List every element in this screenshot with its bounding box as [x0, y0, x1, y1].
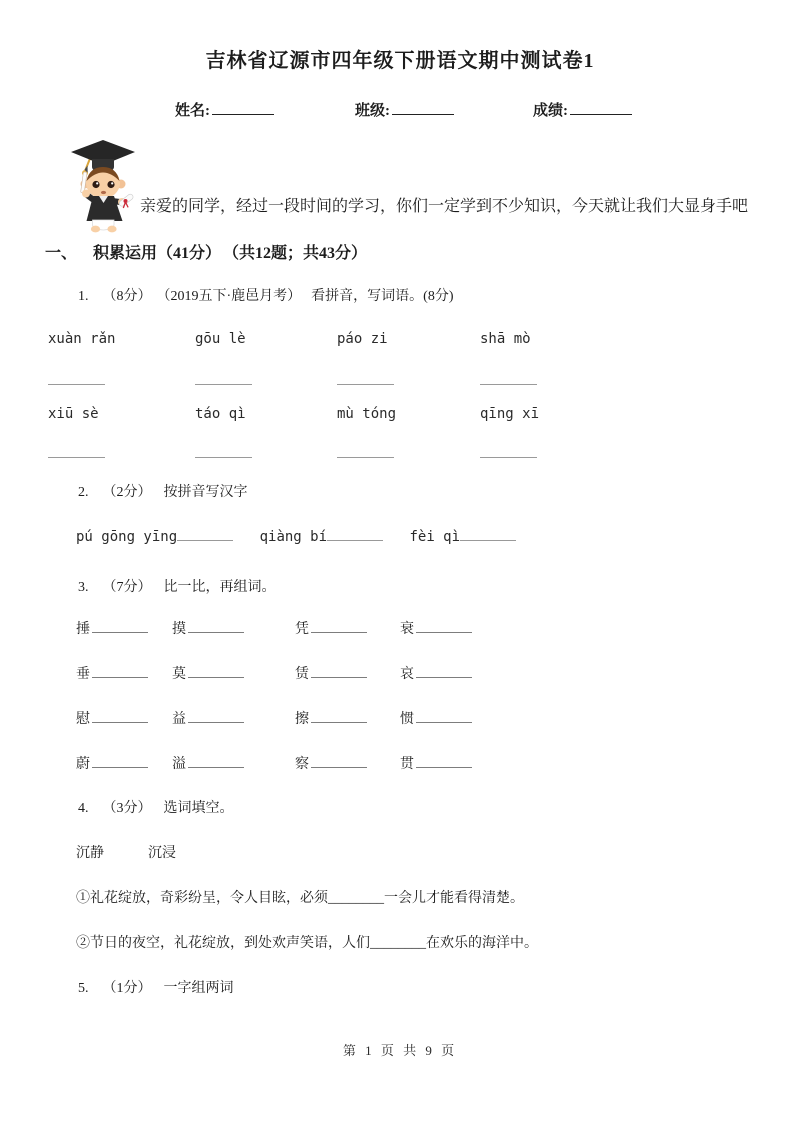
character-fill-item [295, 708, 367, 728]
question-5-header [78, 977, 234, 997]
question-1-header [78, 285, 454, 305]
pinyin-item: fèi qì [409, 529, 461, 545]
character-row [76, 753, 636, 775]
answer-blank-line [416, 755, 472, 768]
character-fill-item [295, 753, 367, 773]
character: 哀 [400, 667, 414, 682]
answer-blank-line [188, 620, 244, 633]
question-1-text: 看拼音，写词语。(8分) [311, 289, 454, 304]
page-title: 吉林省辽源市四年级下册语文期中测试卷1 [205, 50, 595, 72]
word-option: 沉静 [76, 846, 104, 861]
character: 赁 [295, 667, 309, 682]
answer-blank-line [48, 384, 105, 385]
question-5-text: 一字组两词 [163, 981, 234, 996]
question-5-score: （1分） [102, 981, 152, 996]
character: 凭 [295, 622, 309, 637]
pinyin-item: qīng xī [480, 406, 540, 422]
answer-blank-line [92, 620, 148, 633]
name-label: 姓名: [175, 103, 210, 119]
answer-blank-line [416, 620, 472, 633]
section-title: 积累运用（41分） [93, 245, 222, 262]
answer-blank-line [460, 528, 516, 541]
character: 捶 [76, 622, 90, 637]
answer-blank-line [188, 665, 244, 678]
answer-blank-line [92, 710, 148, 723]
character-fill-item [76, 708, 148, 728]
character-fill-item [76, 618, 148, 638]
question-3-header [78, 576, 276, 596]
character: 益 [172, 712, 186, 727]
word-option: 沉浸 [148, 846, 176, 861]
section-number: 一、 [45, 245, 78, 262]
graduate-student-mascot-icon [62, 138, 145, 233]
class-label: 班级: [355, 103, 390, 119]
fill-sentence-1: ①礼花绽放，奇彩纷呈，令人目眩，必须________一会儿才能看得清楚。 [76, 891, 524, 906]
answer-blank-line [48, 457, 105, 458]
character: 垂 [76, 667, 90, 682]
pinyin-item: táo qì [195, 406, 246, 422]
answer-blank-line [188, 755, 244, 768]
question-3-text: 比一比，再组词。 [163, 580, 276, 595]
page-number-footer: 第 1 页 共 9 页 [342, 1043, 458, 1058]
pinyin-item: xiū sè [48, 406, 99, 422]
class-blank-line [392, 101, 454, 115]
character: 蔚 [76, 757, 90, 772]
answer-blank-line [92, 665, 148, 678]
character-row [76, 663, 636, 685]
question-4-text: 选词填空。 [163, 801, 234, 816]
question-3-number: 3. [78, 580, 89, 595]
character: 擦 [295, 712, 309, 727]
character: 察 [295, 757, 309, 772]
character: 慰 [76, 712, 90, 727]
question-1-number: 1. [78, 289, 89, 304]
question-1-score: （8分） [102, 289, 152, 304]
intro-text: 亲爱的同学，经过一段时间的学习，你们一定学到不少知识，今天就让我们大显身手吧 [140, 198, 749, 215]
question-2-number: 2. [78, 485, 89, 500]
character: 溢 [172, 757, 186, 772]
character-fill-item [172, 753, 244, 773]
character: 莫 [172, 667, 186, 682]
character-fill-item [295, 618, 367, 638]
character-fill-item [400, 753, 472, 773]
question-4-header [78, 797, 234, 817]
pinyin-fill-item [260, 529, 383, 545]
class-field [355, 99, 454, 120]
pinyin-row-2 [48, 406, 668, 426]
pinyin-item: xuàn rǎn [48, 331, 116, 347]
character-fill-item [172, 618, 244, 638]
pinyin-item: shā mò [480, 331, 531, 347]
question-2-text: 按拼音写汉字 [163, 485, 248, 500]
answer-blank-line [416, 710, 472, 723]
character-row [76, 708, 636, 730]
pinyin-item: pú gōng yīng [76, 529, 178, 545]
answer-blank-row-1 [48, 384, 668, 386]
answer-blank-line [480, 384, 537, 385]
answer-blank-line [177, 528, 233, 541]
word-options-row [76, 842, 220, 862]
character-fill-item [76, 753, 148, 773]
question-2-score: （2分） [102, 485, 152, 500]
answer-blank-line [337, 384, 394, 385]
score-blank-line [570, 101, 632, 115]
character-fill-item [172, 708, 244, 728]
question-3-score: （7分） [102, 580, 152, 595]
pinyin-fill-item [409, 529, 516, 545]
character: 贯 [400, 757, 414, 772]
character-fill-item [400, 708, 472, 728]
answer-blank-line [311, 710, 367, 723]
score-label: 成绩: [533, 103, 568, 119]
question-2-header [78, 481, 248, 501]
pinyin-item: mù tóng [337, 406, 397, 422]
name-blank-line [212, 101, 274, 115]
character-fill-item [400, 663, 472, 683]
answer-blank-line [311, 755, 367, 768]
pinyin-item: gōu lè [195, 331, 246, 347]
section-count: （共12题；共43分） [231, 245, 368, 262]
pinyin-row-1 [48, 331, 668, 351]
character: 惯 [400, 712, 414, 727]
answer-blank-line [311, 620, 367, 633]
character-fill-item [76, 663, 148, 683]
character-fill-item [295, 663, 367, 683]
pinyin-fill-item [76, 529, 233, 545]
answer-blank-line [188, 710, 244, 723]
answer-blank-line [416, 665, 472, 678]
question-4-score: （3分） [102, 801, 152, 816]
score-field [533, 99, 632, 120]
fill-sentence-2: ②节日的夜空，礼花绽放，到处欢声笑语，人们________在欢乐的海洋中。 [76, 936, 538, 951]
answer-blank-row-2 [48, 457, 668, 459]
section-heading [45, 240, 367, 263]
character: 衰 [400, 622, 414, 637]
character-fill-item [400, 618, 472, 638]
name-field [175, 99, 274, 120]
character-fill-item [172, 663, 244, 683]
answer-blank-line [327, 528, 383, 541]
answer-blank-line [92, 755, 148, 768]
question-1-source: （2019五下·鹿邑月考） [163, 289, 302, 304]
pinyin-item: qiàng bí [259, 529, 328, 545]
question-5-number: 5. [78, 981, 89, 996]
answer-blank-line [195, 457, 252, 458]
question-2-items-row [76, 528, 534, 545]
answer-blank-line [195, 384, 252, 385]
question-4-number: 4. [78, 801, 89, 816]
pinyin-item: páo zi [337, 331, 388, 347]
character-row [76, 618, 636, 640]
character: 摸 [172, 622, 186, 637]
answer-blank-line [480, 457, 537, 458]
answer-blank-line [337, 457, 394, 458]
answer-blank-line [311, 665, 367, 678]
